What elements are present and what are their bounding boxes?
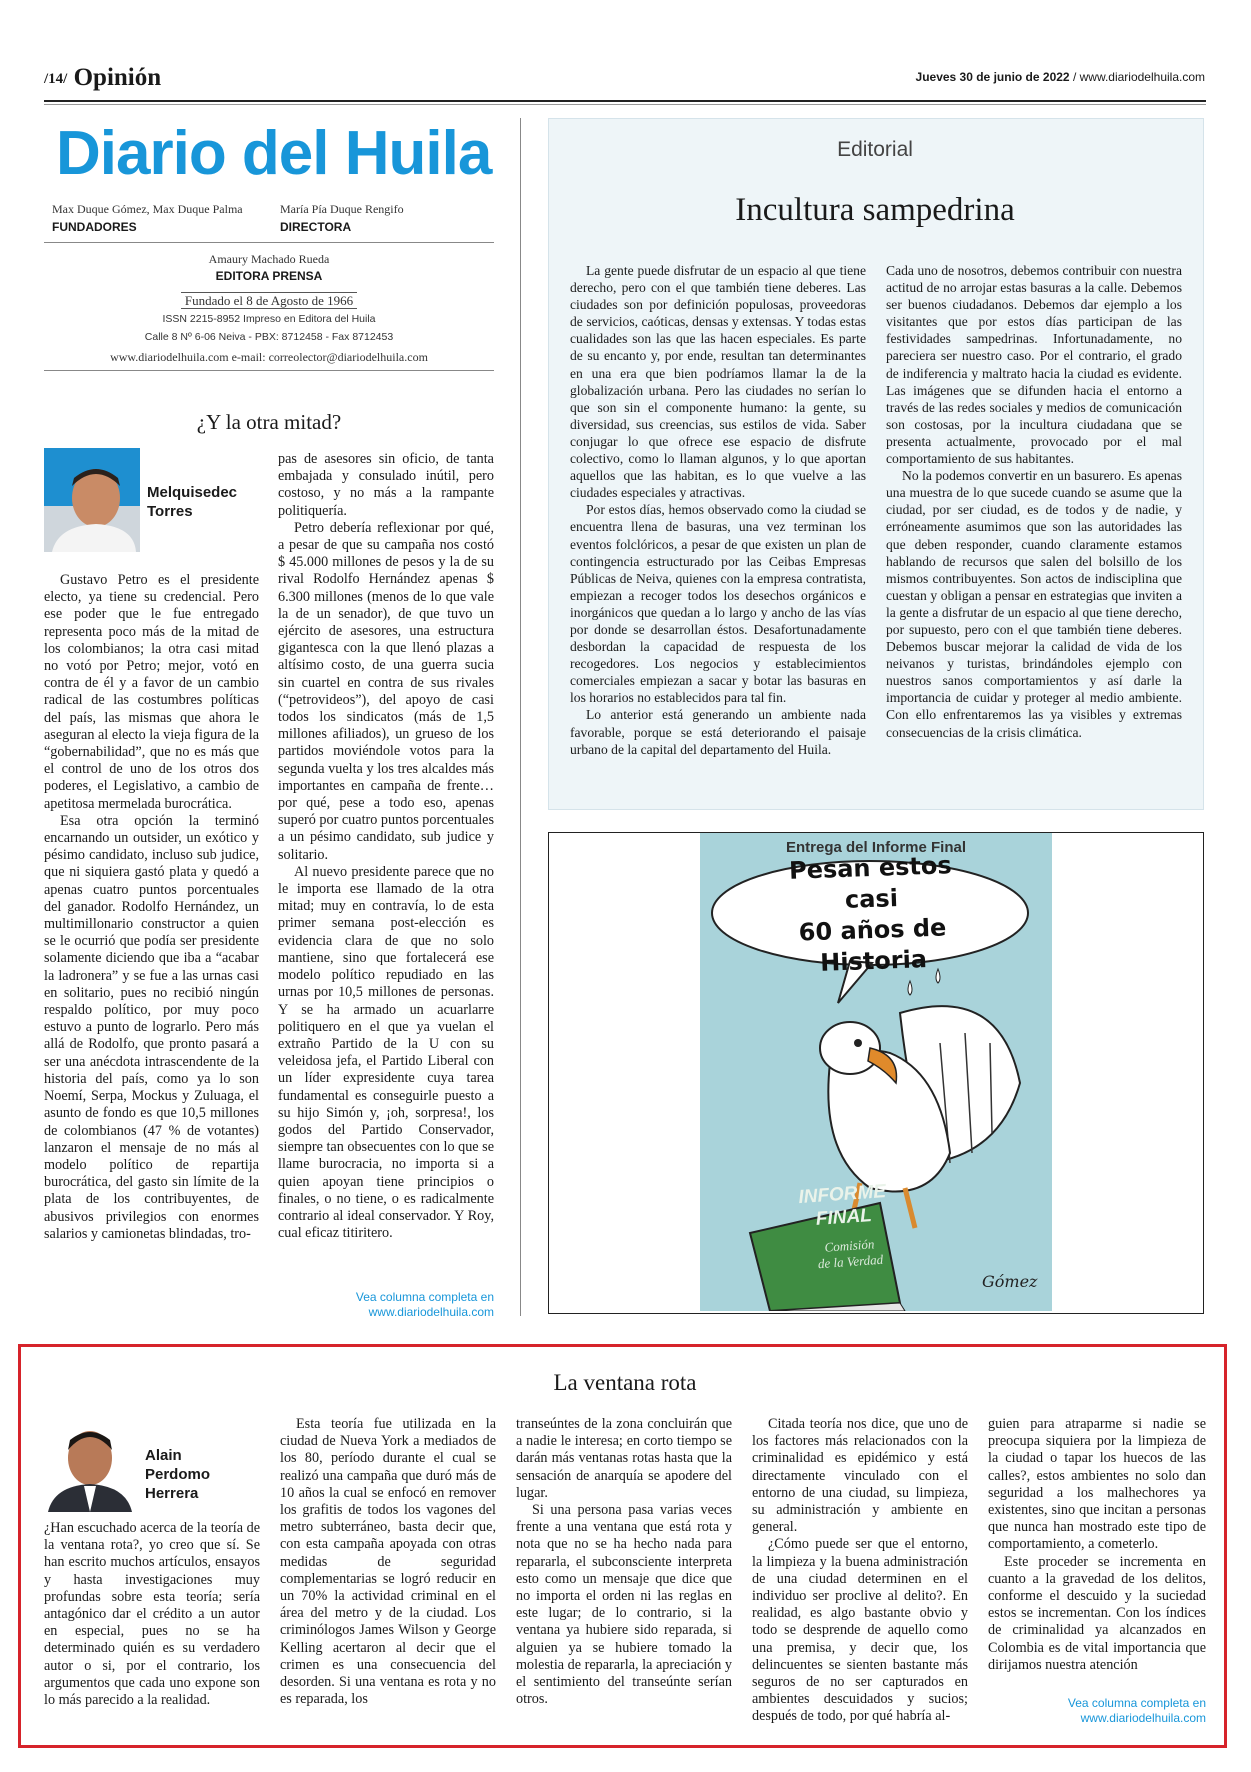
address-line: Calle 8 Nº 6-06 Neiva - PBX: 8712458 - Fax 8712453 (144, 331, 394, 343)
editorial-title: Incultura sampedrina (735, 192, 1015, 228)
page-header-left: /14/ Opinión (44, 64, 162, 91)
column1-author-photo (44, 448, 140, 552)
column1-author: Melquisedec Torres (147, 484, 238, 520)
column2-title: La ventana rota (553, 1370, 697, 1395)
cartoon-book-title: INFORME FINAL (797, 1180, 887, 1230)
header-rule (44, 100, 1206, 102)
editor-role: EDITORA PRENSA (215, 269, 323, 283)
cartoon-book-subtitle: Comisión de la Verdad (817, 1236, 884, 1272)
newspaper-logo: Diario del Huila (56, 119, 492, 188)
cartoon-title: Entrega del Informe Final (785, 839, 967, 856)
editor-name: Amaury Machado Rueda (208, 252, 330, 266)
editorial-text-b: Cada uno de nosotros, debemos contribuir con nuestra actitud de no arrojar estas basuras a la calle. Debemos ser buenos ciudadanos. Debemos dar ejemplo a los visitantes que por estos días participan de las festividades sampedrinas. Infortunadamente, no pareciera ser nuestro caso. Por el contrario, el grado de indiferencia y maltrato hacia la ciudad es evidente. Las imágenes que se difunden hacia el entorno a través de las redes sociales y medios de comunicación son costosas, por la incultura ciudadana que se presenta actualmente, provocado por el mal comportamiento de sus habitantes. No la podemos convertir en un basurero. Es apenas una muestra de lo que sucede cuando se asume que la ciudad, por ser ciudad, es de todos y de nadie, y erróneamente asumimos que son las autoridades las que deben responder, cuando claramente estamos hablando de recursos que salen del bolsillo de los mismos contribuyentes. Son actos de indisciplina que cuestan y obligan a pensar en estrategias que inviten a la gente a disfrutar de un espacio al que tiene derecho, por supuesto, pero con el que también tiene deberes. Debemos buscar mejorar la calidad de vida de los neivanos y turistas, brindándoles ejemplo con nuestros sanos comportamientos y así darle la importancia de cuidar y proteger al medio ambiente. Con ello enfrentaremos las ya visibles y extremas consecuencias de la crisis climática. (886, 263, 1182, 740)
founders-names: Max Duque Gómez, Max Duque Palma (52, 202, 243, 216)
section-name: Opinión (73, 64, 162, 91)
column2-author-photo (44, 1414, 136, 1512)
masthead-divider (44, 242, 494, 243)
director-role: DIRECTORA (280, 220, 352, 234)
column2-text-a: ¿Han escuchado acerca de la teoría de la ventana rota?, yo creo que sí. Se han escrito muchos artículos, ensayos y hasta investigaciones muy profundas sobre esta teoría; sería antagónico dar el crédito a un autor en especial, pues no se ha determinado quién es su verdadero autor o si, por el contrario, los argumentos que cada uno expone son lo más parecido a la realidad. (44, 1520, 260, 1709)
cartoon-signature: Gómez (982, 1272, 1038, 1291)
page-number: 14 (48, 71, 64, 87)
column1-title: ¿Y la otra mitad? (196, 410, 342, 434)
column2-text-b: Esta teoría fue utilizada en la ciudad de Nueva York a mediados de los 80, período durante el cual se realizó una campaña que duró más de 10 años la cual se enfocó en remover los grafitis de todos los vagones del metro subterráneo, basta decir que, con esta campaña apoyada con otras medidas de seguridad complementarias se logró reducir en un 70% la actividad criminal en el área del metro y de la ciudad. Los criminólogos James Wilson y George Kelling acertaron al decir que el crimen es una consecuencia del desorden. Si una ventana es rota y no es reparada, los (280, 1416, 496, 1708)
issue-date: Jueves 30 de junio de 2022 (915, 70, 1070, 84)
column2-text-c: transeúntes de la zona concluirán que a nadie le interesa; en corto tiempo se darán más ventanas rotas hasta que la sensación de anarquía se apodere del lugar. Si una persona pasa varias veces frente a una ventana que está rota y nota que no se ha hecho nada para repararla, el subconsciente interpreta esto como un mensaje que dice que no importa el orden ni las reglas en este lugar; de lo contrario, si la ventana ya hubiere sido reparada, si alguien ya se hubiere tomado la molestia de repararla, la apreciación y el sentimiento del transeúnte serían otros. (516, 1416, 732, 1708)
founders-role: FUNDADORES (52, 220, 137, 234)
column2-text-d: Citada teoría nos dice, que uno de los factores más relacionados con la criminalidad es epidémico y está directamente vinculado con el entorno de una ciudad, su limpieza, su administración y ambiente en general. ¿Cómo puede ser que el entorno, la limpieza y la buena administración de una ciudad determinen en el individuo ser proclive al delito?. En realidad, es algo bastante obvio y todo se desprende de aquello como una premisa, y decir que, los delincuentes se sienten bastante más seguros de no ser capturados en ambientes descuidados y sucios; después de todo, por qué habría al- (752, 1416, 968, 1725)
issn-line: ISSN 2215-8952 Impreso en Editora del Huila (162, 313, 376, 325)
column1-text-a: Gustavo Petro es el presidente electo, ya tiene su credencial. Pero ese poder que le fue entregado representa poco más de la mitad de los colombianos; la otra casi mitad no votó por Petro; mejor, votó en contra de él y a favor de un cambio radical de las costumbres políticas del país, las mismas que ahora le aseguran al electo la vieja figura de la “gobernabilidad”, que no es más que el control de uno de los otros dos poderes, el Legislativo, a cambio de apetitosa mermelada burocrática. Esa otra opción la terminó encarnando un outsider, un exótico y pésimo candidato, incluso sub judice, que ni siquiera gastó plata y quedó a apenas cuatro puntos porcentuales del ganador. Rodolfo Hernández, un multimillonario constructor a quien se le ocurrió que podía ser presidente solamente diciendo que iba a “acabar la ladronera” y se fue a las urnas casi en solitario, pues no recibió ningún respaldo político, por muy poco estuvo a punto de lograrlo. Pero más allá de Rodolfo, que pronto pasará a ser una anécdota intrascendente de la historia del país, como ya lo son Noemí, Serpa, Mockus y Zuluaga, el asunto de fondo es que 10,5 millones de colombianos (47 % de votantes) lanzaron el mensaje de no más al modelo político de repartija burocrática, del gasto sin límite de la plata de los contribuyentes, de abusivos privilegios con enormes salarios y camionetas blindadas, tro- (44, 572, 259, 1242)
header-rule-thin (44, 104, 1206, 105)
header-site[interactable]: www.diariodelhuila.com (1079, 70, 1205, 84)
page-column-divider (520, 118, 521, 1316)
masthead-bottom-rule (44, 370, 494, 371)
contact-line[interactable]: www.diariodelhuila.com e-mail: correolector@diariodelhuila.com (110, 350, 428, 364)
cartoon-speech-text: Pesan estos casi 60 años de Historia (788, 851, 953, 977)
founded-line: Fundado el 8 de Agosto de 1966 (44, 293, 494, 309)
director-name: María Pía Duque Rengifo (280, 202, 404, 216)
column2-author: Alain Perdomo Herrera (145, 1447, 211, 1502)
column1-read-more-link[interactable]: Vea columna completa en www.diariodelhuila.com (355, 1290, 494, 1319)
column1-text-b: pas de asesores sin oficio, de tanta embajada y consulado inútil, pero costoso, y no más a la rampante politiquería. Petro debería reflexionar por qué, a pesar de que su campaña nos costó $ 45.000 millones de pesos y la de su rival Rodolfo Hernández apenas $ 6.300 millones (menos de lo que vale la de un senador), de que tuvo un ejército de asesores, una estructura gigantesca con la que llenó plazas a altísimo costo, de una guerra sucia sin cuartel en contra de sus rivales (“petrovideos”), del apoyo de casi todos los sindicatos (más de 1,5 millones afiliados), un grueso de los partidos moviéndole votos para la segunda vuelta y los tres alcaldes más importantes en campaña de frente… por qué, pese a todo eso, apenas superó por cuatro puntos porcentuales a un pésimo candidato, sub judice y solitario. Al nuevo presidente parece que no le importa ese llamado de la otra mitad; muy en contravía, lo de esta primer semana post-elección es evidencia clara de que no solo mantiene, sino que fortalecerá ese modelo político repudiado en las urnas por 10,5 millones de personas. Y se ha armado un acuarlarre politiquero en el que ya vuelan el extraño Partido de la U con su veleidosa jefa, el Partido Liberal con un líder expresidente cuya tarea fundamental es conseguirle puesto a su hijo Simón y, ¡oh, sorpresa!, los godos del Partido Conservador, siempre tan obsecuentes con lo que se llame burocracia, no importa si a quien apoyan tiene principios o finales, o no tiene, o es radicalmente contrario al ideal conservador. Y Roy, cual eficaz titiritero. (278, 451, 494, 1242)
editorial-text-a: La gente puede disfrutar de un espacio al que tiene derecho, pero con el que también tiene deberes. Las ciudades son por definición populosas, proveedoras de servicios, caóticas, densas y extensas. Y todas estas cualidades son las que las hacen especiales. Es parte de su encanto y, por ende, resultan tan determinantes en una era que bien podríamos llamar la de la globalización urbana. Pero las ciudades no serían lo que son sin el componente humano: la gente, su diversidad, sus creencias, sus estilos de vida. Saber conjugar lo que ofrece ese espacio de disfrute colectivo, como lo llaman algunos, y lo que aportan aquellos que las habitan, es lo que vuelve a las ciudades especiales y atractivas. Por estos días, hemos observado como la ciudad se encuentra llena de basuras, una vez terminan los eventos folclóricos, a pesar de que existen un plan de contingencia estructurado por las Ceibas Empresas Públicas de Neiva, quienes con la empresa contratista, empiezan a recoger todos los desechos orgánicos e inorgánicos que quedan a lo largo y ancho de las vías por donde se desarrollan éstos. Desafortunadamente desbordan la capacidad de respuesta de los recogedores. Los negocios y establecimientos comerciales empiezan a sacar y botar las basuras en los horarios no establecidos para tal fin. Lo anterior está generando un ambiente nada favorable, porque se está deteriorando el paisaje urbano de la capital del departamento del Huila. (570, 263, 866, 757)
column2-text-e: guien para atraparme si nadie se preocupa siquiera por la limpieza de la ciudad o tapar los huecos de las calles?, estos ambientes no solo dan seguridad a los malhechores ya existentes, sino que incitan a personas que nunca han mostrado este tipo de comportamiento, a cometerlo. Este proceder se incrementa en cuanto a la gravedad de los delitos, conforme el descuido y la suciedad estos se incrementan. Con los índices de criminalidad ya alcanzados en Colombia es de vital importancia que dirijamos nuestra atención (988, 1416, 1206, 1673)
editorial-kicker: Editorial (837, 138, 913, 161)
column2-read-more-link[interactable]: Vea columna completa en www.diariodelhuila.com (1067, 1696, 1206, 1725)
author-portrait-icon (44, 1414, 136, 1512)
author-portrait-icon (44, 448, 140, 552)
page-header-right: Jueves 30 de junio de 2022 / www.diariodelhuila.com (915, 70, 1205, 84)
